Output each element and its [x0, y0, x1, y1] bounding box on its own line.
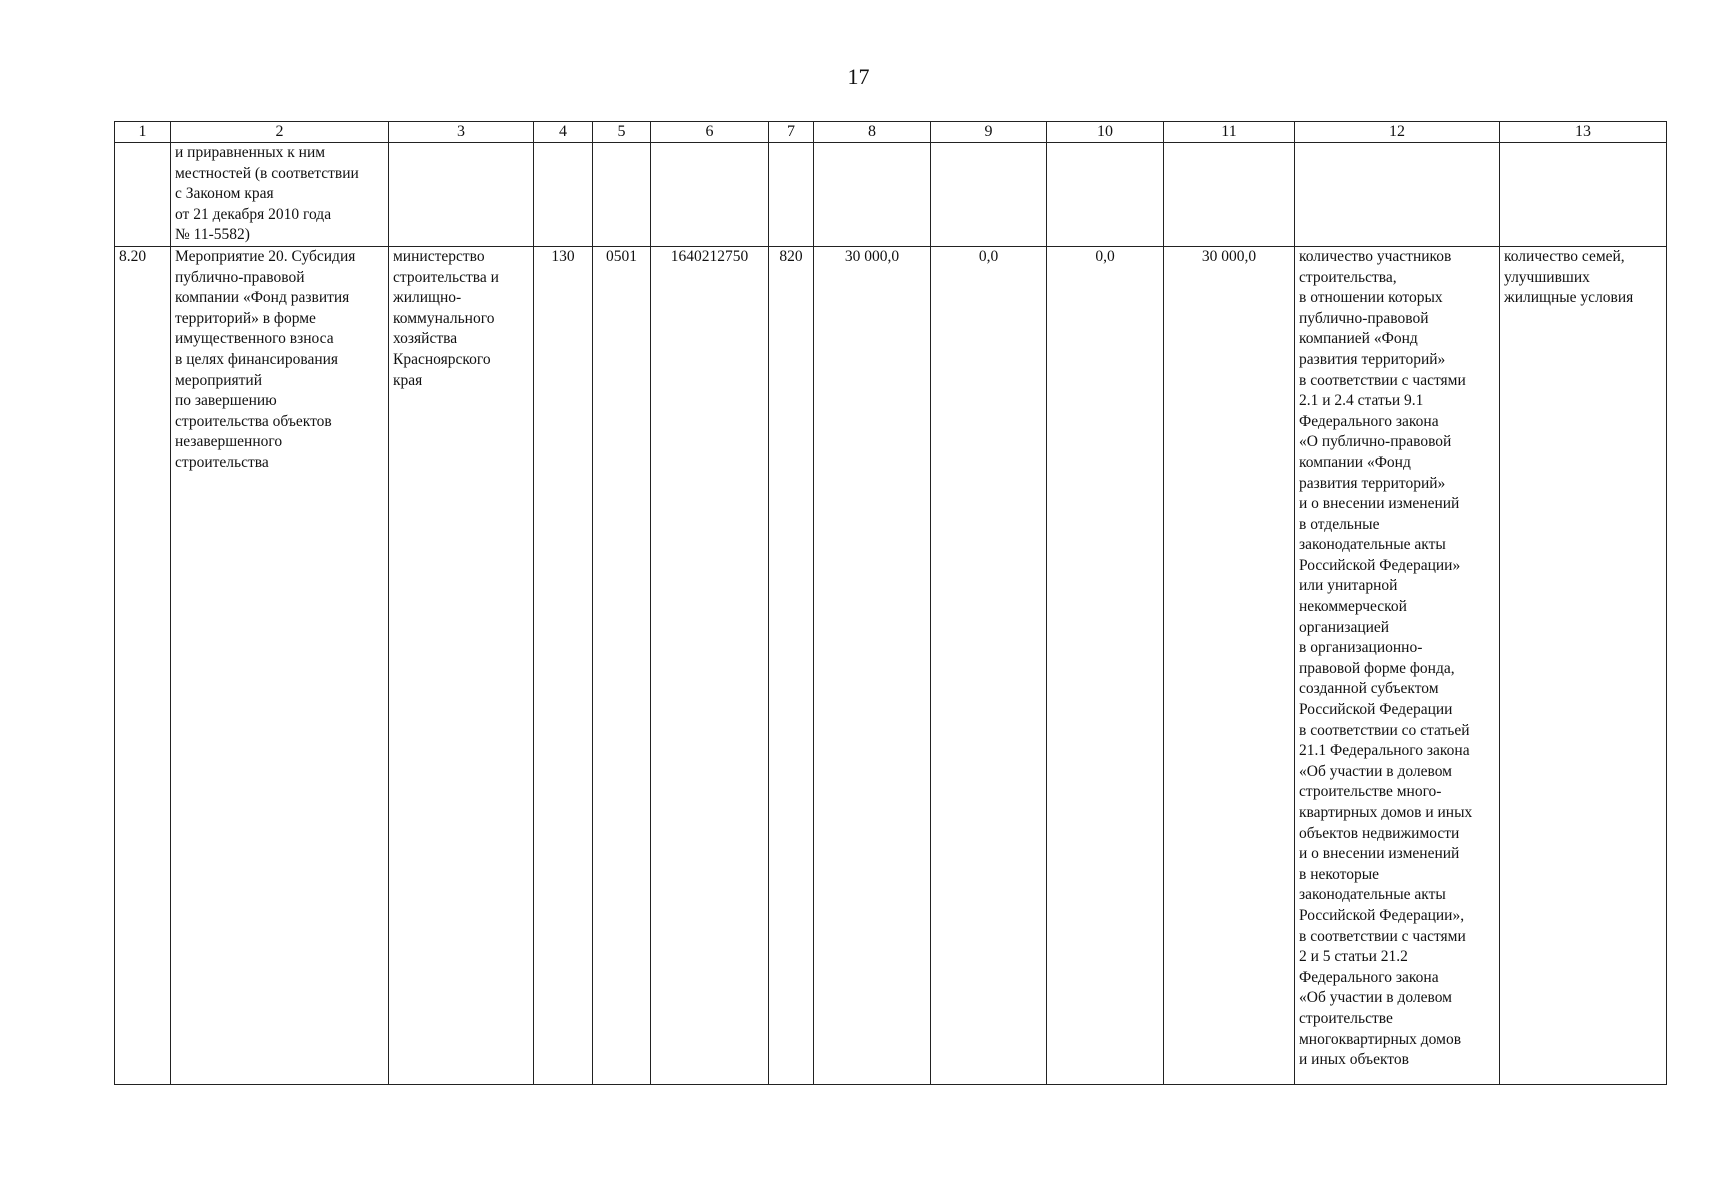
executor: министерство строительства и жилищно- коммунального хозяйства Красноярского края — [389, 246, 534, 1084]
indicator: количество семей, улучшивших жилищные условия — [1500, 246, 1667, 1084]
column-numbers-row — [115, 122, 1667, 143]
code-target: 1640212750 — [651, 246, 769, 1084]
column-number: 1 — [115, 122, 171, 143]
column-number: 12 — [1295, 122, 1500, 143]
measure-name: Мероприятие 20. Субсидия публично-правовой компании «Фонд развития территорий» в форме имущественного взноса в целях финансирования мероприятий по завершению строительства объектов незавершенного строительства — [171, 246, 389, 1084]
column-number: 13 — [1500, 122, 1667, 143]
column-number: 4 — [534, 122, 593, 143]
page-number: 17 — [847, 64, 870, 89]
amount-period-total: 30 000,0 — [1164, 246, 1295, 1084]
table-row — [115, 246, 1667, 1084]
empty-cell — [651, 143, 769, 247]
column-number: 5 — [593, 122, 651, 143]
continuation-text: и приравненных к ним местностей (в соответствии с Законом края от 21 декабря 2010 года № 11-5582) — [171, 143, 389, 247]
code-section: 0501 — [593, 246, 651, 1084]
column-number: 11 — [1164, 122, 1295, 143]
column-number: 6 — [651, 122, 769, 143]
amount-year-2: 0,0 — [931, 246, 1047, 1084]
empty-cell — [1164, 143, 1295, 247]
empty-cell — [769, 143, 814, 247]
column-number: 7 — [769, 122, 814, 143]
data-table — [114, 121, 1667, 1085]
expected-result: количество участников строительства, в отношении которых публично-правовой компанией «Фонд развития территорий» в соответствии с частями 2.1 и 2.4 статьи 9.1 Федерального закона «О публично-правовой компании «Фонд развития территорий» и о внесении изменений в отдельные законодательные акты Российской Федерации» или унитарной некоммерческой организацией в организационно- правовой форме фонда, созданной субъектом Российской Федерации в соответствии со статьей 21.1 Федерального закона «Об участии в долевом строительстве много- квартирных домов и иных объектов недвижимости и о внесении изменений в некоторые законодательные акты Российской Федерации», в соответствии с частями 2 и 5 статьи 21.2 Федерального закона «Об участии в долевом строительстве многоквартирных домов и иных объектов — [1295, 246, 1500, 1084]
amount-year-3: 0,0 — [1047, 246, 1164, 1084]
empty-cell — [1295, 143, 1500, 247]
column-number: 8 — [814, 122, 931, 143]
empty-cell — [115, 143, 171, 247]
empty-cell — [593, 143, 651, 247]
empty-cell — [1047, 143, 1164, 247]
amount-total: 30 000,0 — [814, 246, 931, 1084]
column-number: 10 — [1047, 122, 1164, 143]
empty-cell — [931, 143, 1047, 247]
continuation-row — [115, 143, 1667, 247]
column-number: 3 — [389, 122, 534, 143]
column-number: 2 — [171, 122, 389, 143]
column-number: 9 — [931, 122, 1047, 143]
empty-cell — [1500, 143, 1667, 247]
code-grbs: 130 — [534, 246, 593, 1084]
empty-cell — [389, 143, 534, 247]
empty-cell — [814, 143, 931, 247]
empty-cell — [534, 143, 593, 247]
code-expense-type: 820 — [769, 246, 814, 1084]
row-number: 8.20 — [115, 246, 171, 1084]
